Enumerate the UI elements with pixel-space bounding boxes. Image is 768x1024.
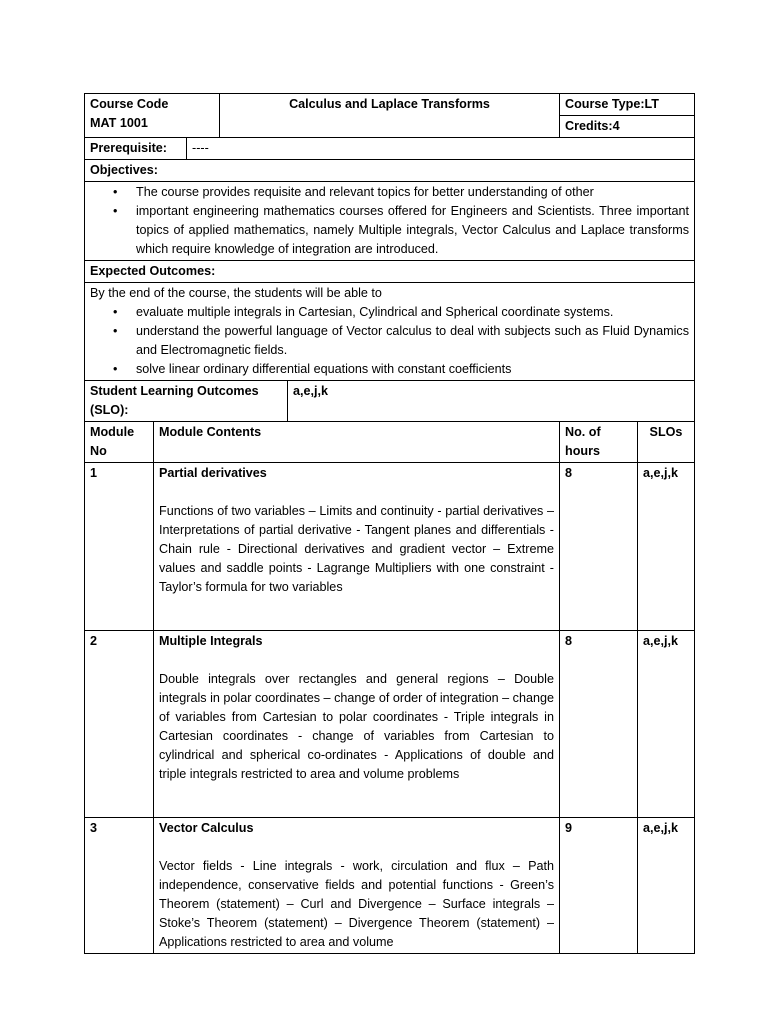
module-slos: a,e,j,k <box>638 463 695 631</box>
module-title: Multiple Integrals <box>159 634 263 648</box>
course-code-label: Course Code <box>90 97 169 111</box>
module-hours: 8 <box>560 631 638 818</box>
module-no-header: Module No <box>85 422 154 463</box>
objectives-list <box>90 183 689 259</box>
module-number: 3 <box>85 818 154 954</box>
course-title: Calculus and Laplace Transforms <box>220 94 560 138</box>
prerequisite-value: ---- <box>187 138 695 160</box>
module-slos: a,e,j,k <box>638 818 695 954</box>
module-contents <box>154 463 560 631</box>
credits: Credits:4 <box>560 116 695 138</box>
course-type: Course Type:LT <box>560 94 695 116</box>
list-item: • understand the powerful language of Vector calculus to deal with subjects such as Fluid Dynamics and Electromagnetic fields. <box>136 322 689 360</box>
module-hours: 8 <box>560 463 638 631</box>
module-slos: a,e,j,k <box>638 631 695 818</box>
module-body: Functions of two variables – Limits and continuity - partial derivatives – Interpretations of partial derivative - Tangent planes and differentials - Chain rule - Directional derivatives and gradient vector – Extreme values and saddle points - Lagrange Multipliers with one constraint - Taylor’s formula for two variables <box>159 504 554 594</box>
slos-header: SLOs <box>638 422 695 463</box>
slo-label: Student Learning Outcomes (SLO): <box>85 381 288 422</box>
module-number: 2 <box>85 631 154 818</box>
module-contents-header: Module Contents <box>154 422 560 463</box>
list-item: • The course provides requisite and relevant topics for better understanding of other <box>136 183 689 202</box>
list-item: • solve linear ordinary differential equations with constant coefficients <box>136 360 689 379</box>
outcomes-intro: By the end of the course, the students will be able to <box>90 286 382 300</box>
module-contents <box>154 631 560 818</box>
module-body: Double integrals over rectangles and general regions – Double integrals in polar coordinates – change of order of integration – change of variables from Cartesian to polar coordinates - Triple integrals in Cartesian coordinates - change of variables from Cartesian to cylindrical and spherical co-ordinates - Applications of double and triple integrals restricted to area and volume problems <box>159 672 554 781</box>
module-body: Vector fields - Line integrals - work, circulation and flux – Path independence, conservative fields and potential functions - Green’s Theorem (statement) – Curl and Divergence – Surface integrals – Stoke’s Theorem (statement) – Divergence Theorem (statement) – Applications restricted to area and volume <box>159 859 554 949</box>
course-document <box>84 93 694 954</box>
module-contents <box>154 818 560 954</box>
list-item: • important engineering mathematics courses offered for Engineers and Scientists. Three important topics of applied mathematics, namely Multiple integrals, Vector Calculus and Laplace transforms which require knowledge of integration are introduced. <box>136 202 689 259</box>
objectives-heading: Objectives: <box>85 160 695 182</box>
course-code: MAT 1001 <box>90 116 148 130</box>
prerequisite-label: Prerequisite: <box>85 138 187 160</box>
module-number: 1 <box>85 463 154 631</box>
outcomes-heading: Expected Outcomes: <box>85 261 695 283</box>
hours-header: No. of hours <box>560 422 638 463</box>
course-code-cell <box>85 94 220 138</box>
outcomes-list <box>90 303 689 379</box>
list-item: • evaluate multiple integrals in Cartesian, Cylindrical and Spherical coordinate systems. <box>136 303 689 322</box>
module-hours: 9 <box>560 818 638 954</box>
modules-table <box>84 421 695 954</box>
outcomes-cell <box>85 283 695 381</box>
objectives-cell <box>85 182 695 261</box>
module-title: Partial derivatives <box>159 466 267 480</box>
course-table <box>84 93 695 422</box>
slo-value: a,e,j,k <box>288 381 695 422</box>
module-title: Vector Calculus <box>159 821 254 835</box>
